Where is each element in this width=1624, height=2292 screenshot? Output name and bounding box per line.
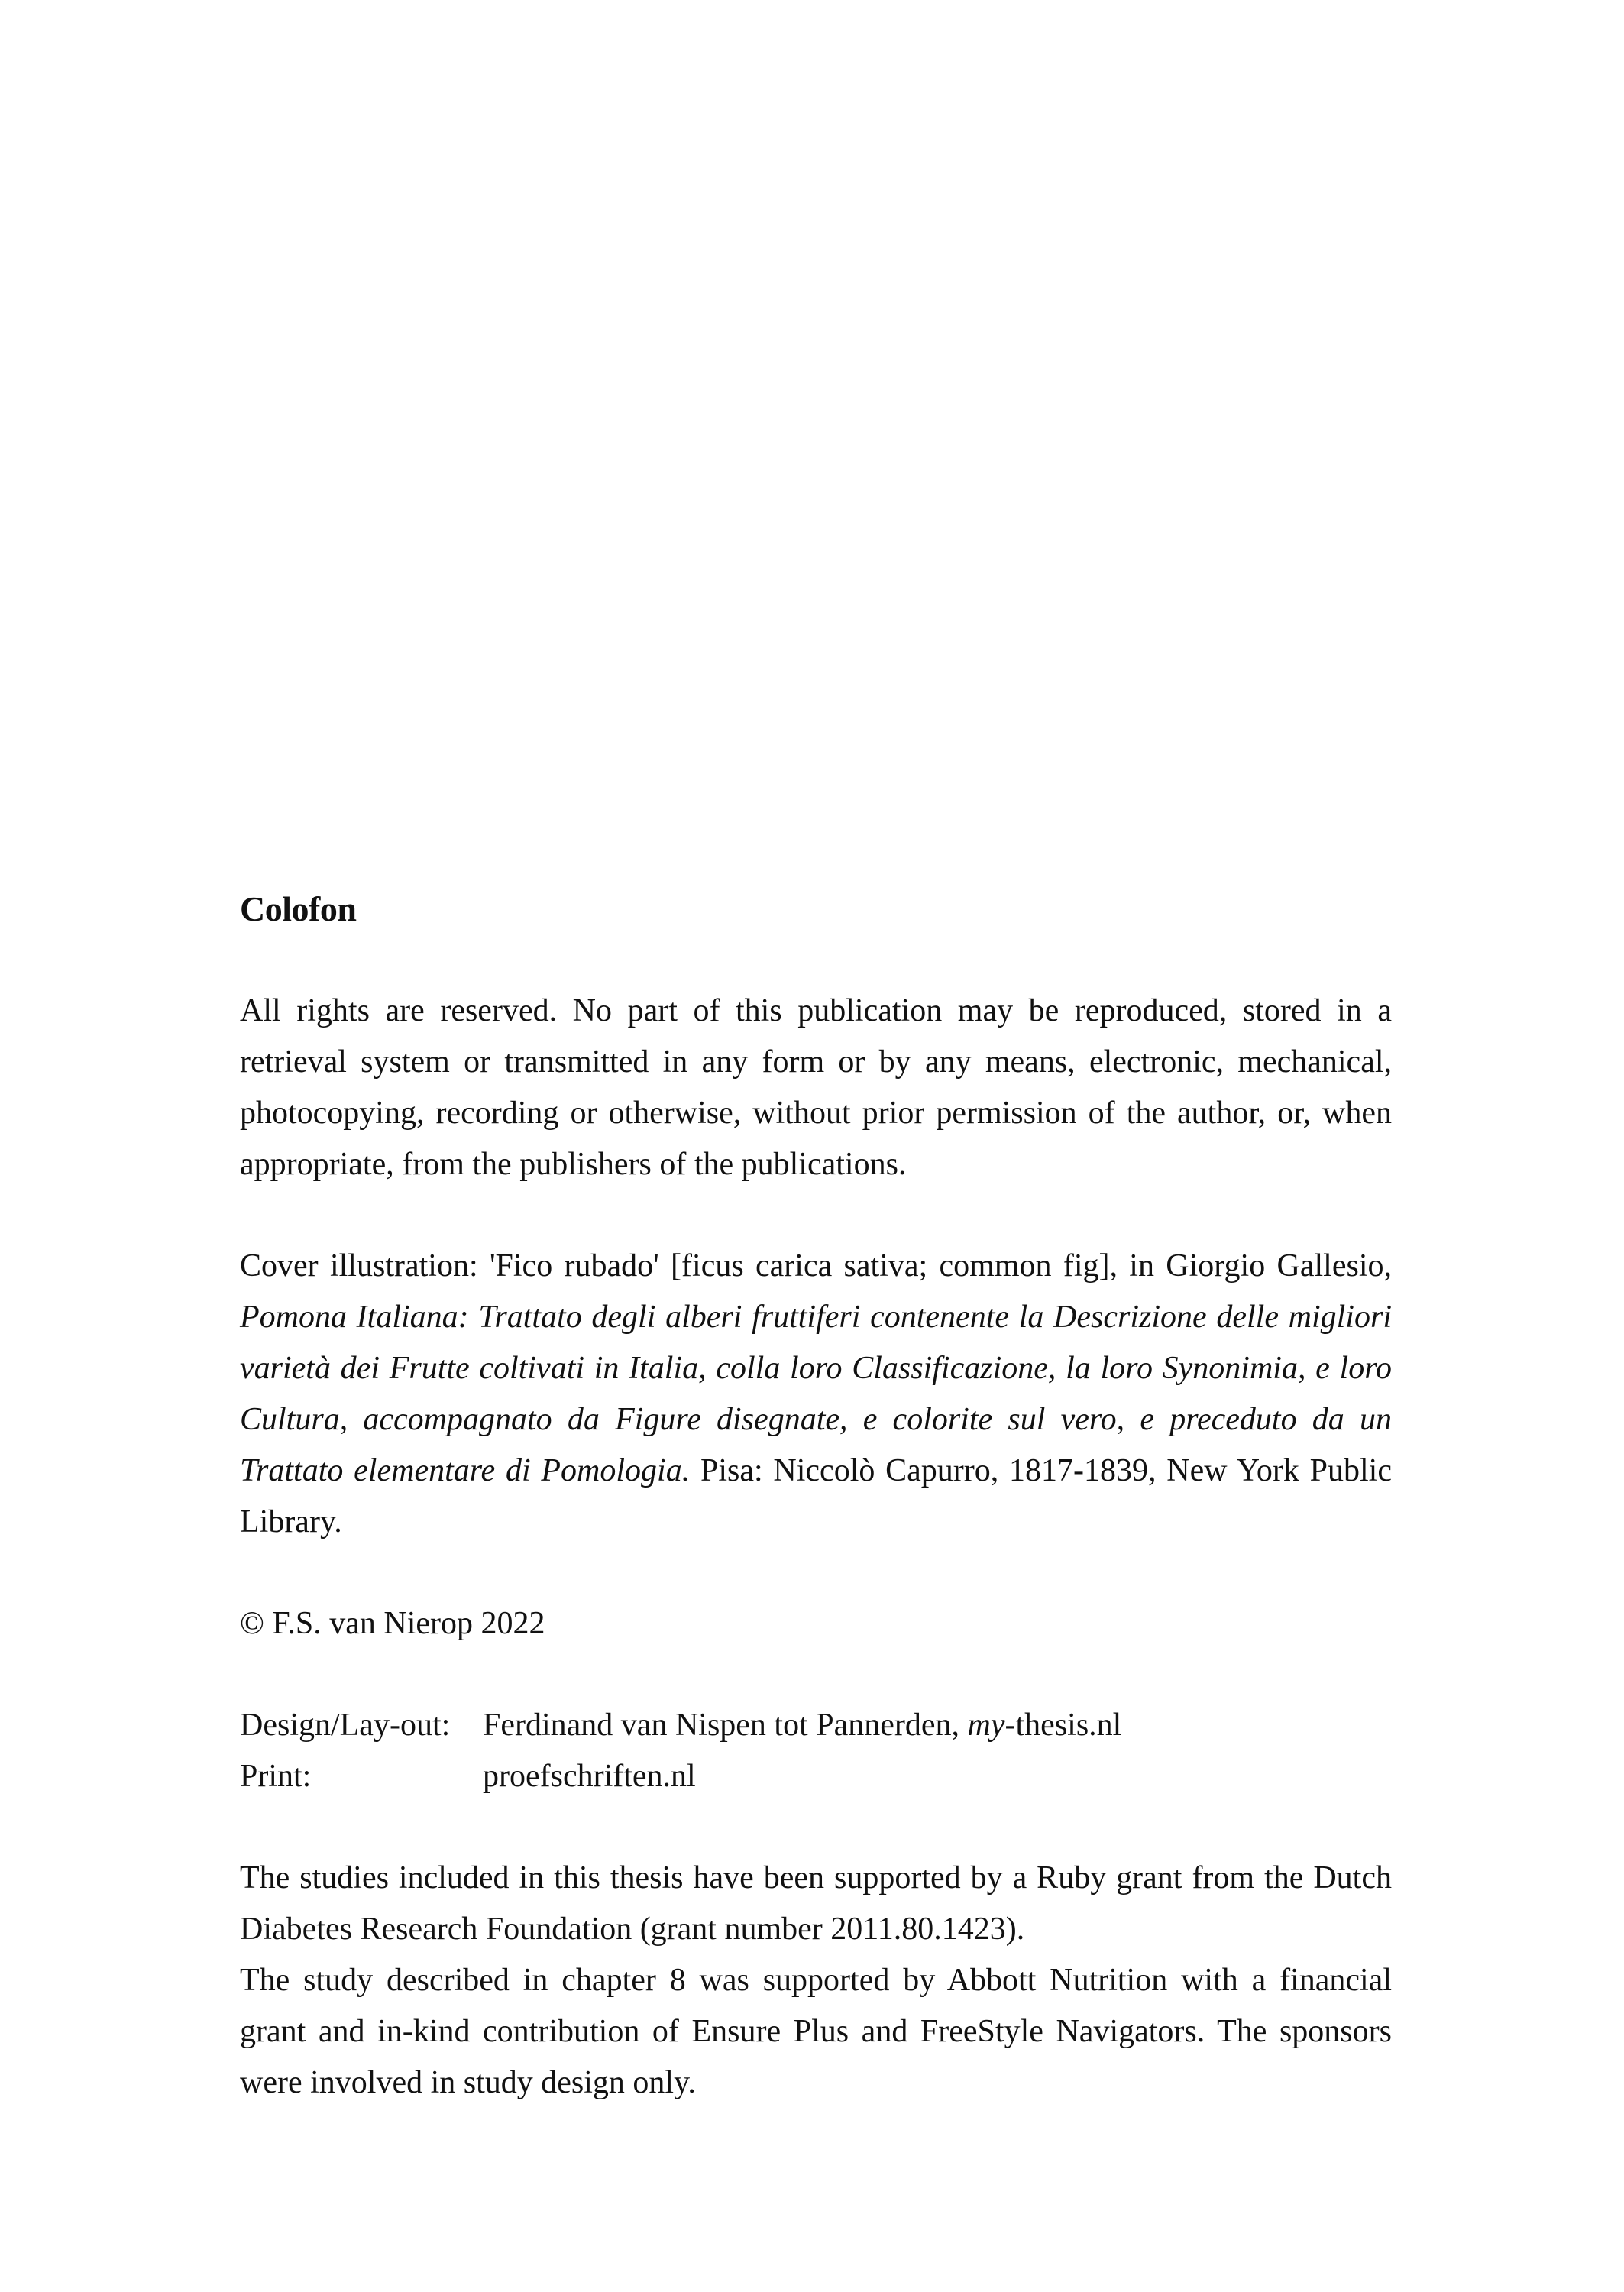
design-label: Design/Lay-out:	[240, 1708, 451, 1743]
page-title: Colofon	[240, 889, 357, 928]
print-label: Print:	[240, 1759, 312, 1794]
rights-paragraph: All rights are reserved. No part of this publication may be reproduced, stored in a retrieval system or transmitted in any form or by any means, electronic, mechanical, photocopying, recording or otherwise, without prior permission of the author, or, when appropriate, from the publishers of the publications.	[240, 993, 1392, 1182]
credits-block	[240, 1700, 1392, 1802]
cover-publisher: Pisa: Niccolò Capurro, 1817-1839, New York Public Library.	[240, 1453, 1392, 1539]
design-credit-row	[240, 1700, 1392, 1751]
cover-intro: Cover illustration: 'Fico rubado' [ficus carica sativa; common fig], in Giorgio Gallesio,	[240, 1248, 1392, 1284]
design-value	[483, 1700, 1392, 1751]
print-credit-row	[240, 1751, 1392, 1802]
funding-ruby: The studies included in this thesis have been supported by a Ruby grant from the Dutch Diabetes Research Foundation (grant number 2011.80.1423).	[240, 1860, 1392, 1947]
funding-abbott: The study described in chapter 8 was supported by Abbott Nutrition with a financial grant and in-kind contribution of Ensure Plus and FreeStyle Navigators. The sponsors were involved in study design only.	[240, 1963, 1392, 2100]
cover-illustration-paragraph	[240, 1241, 1392, 1548]
copyright-notice: © F.S. van Nierop 2022	[240, 1606, 545, 1641]
colofon-section	[240, 886, 1392, 2109]
print-value: proefschriften.nl	[483, 1759, 696, 1794]
design-site-suffix: -thesis.nl	[1004, 1708, 1122, 1743]
designer-name: Ferdinand van Nispen tot Pannerden,	[483, 1708, 960, 1743]
funding-paragraph	[240, 1853, 1392, 2109]
cover-book-title: Pomona Italiana: Trattato degli alberi fruttiferi contenente la Descrizione delle migliori varietà dei Frutte coltivati in Italia, colla loro Classificazione, la loro Synonimia, e loro Cultura, accompagnato da Figure disegnate, e colorite sul vero, e preceduto da un Trattato elementare di Pomologia.	[240, 1300, 1392, 1488]
design-site-prefix: my	[967, 1708, 1005, 1743]
